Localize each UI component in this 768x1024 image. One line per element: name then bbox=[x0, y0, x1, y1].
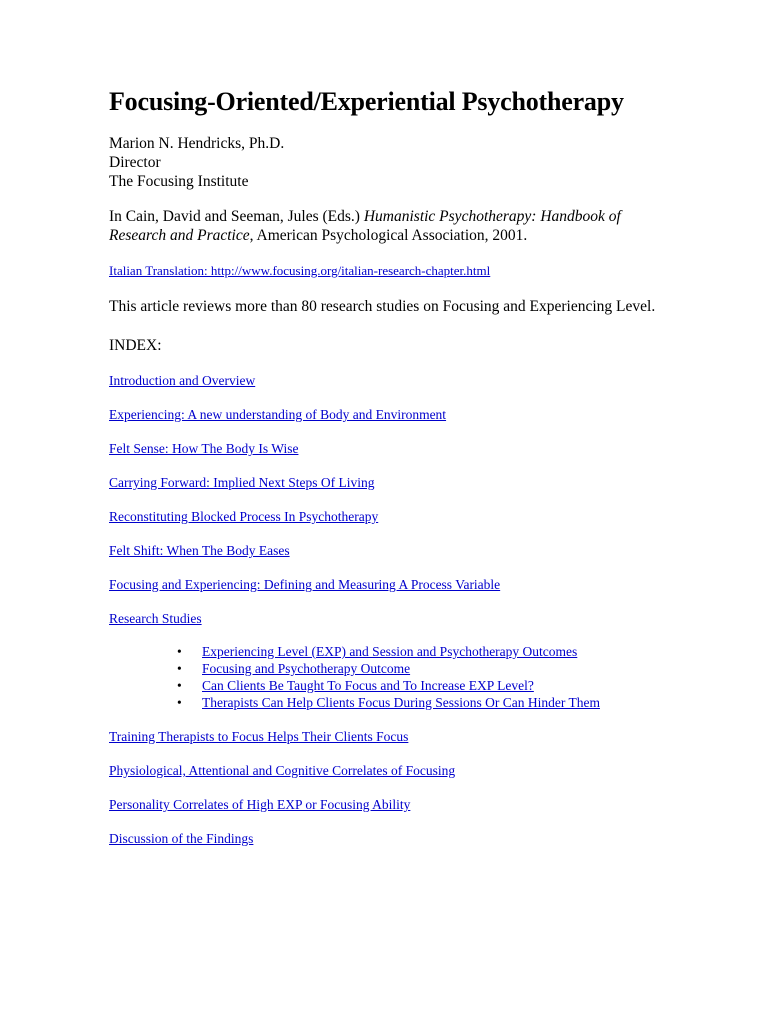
sublink-exp-outcomes[interactable]: Experiencing Level (EXP) and Session and Psychotherapy Outcomes bbox=[202, 644, 578, 659]
list-item bbox=[177, 694, 632, 711]
index-link-felt-sense[interactable]: Felt Sense: How The Body Is Wise bbox=[109, 441, 299, 456]
index-link-discussion[interactable]: Discussion of the Findings bbox=[109, 831, 254, 846]
bullet-icon: • bbox=[177, 661, 182, 676]
list-item bbox=[177, 660, 632, 677]
index-link-reconstituting[interactable]: Reconstituting Blocked Process In Psychotherapy bbox=[109, 509, 379, 524]
index-link-experiencing[interactable]: Experiencing: A new understanding of Body and Environment bbox=[109, 407, 447, 422]
index-links bbox=[109, 372, 669, 847]
author-organization: The Focusing Institute bbox=[109, 173, 249, 190]
index-label: INDEX: bbox=[109, 337, 162, 354]
bullet-icon: • bbox=[177, 695, 182, 710]
research-sublist bbox=[109, 643, 669, 711]
translation-link-wrapper bbox=[109, 263, 669, 279]
list-item bbox=[177, 677, 632, 694]
index-link-training-therapists[interactable]: Training Therapists to Focus Helps Their Clients Focus bbox=[109, 729, 409, 744]
index-link-personality[interactable]: Personality Correlates of High EXP or Focusing Ability bbox=[109, 797, 411, 812]
index-link-felt-shift[interactable]: Felt Shift: When The Body Eases bbox=[109, 543, 290, 558]
index-link-focusing-experiencing[interactable]: Focusing and Experiencing: Defining and Measuring A Process Variable bbox=[109, 577, 501, 592]
citation-prefix: In Cain, David and Seeman, Jules (Eds.) bbox=[109, 208, 364, 225]
index-link-carrying-forward[interactable]: Carrying Forward: Implied Next Steps Of Living bbox=[109, 475, 375, 490]
sublink-clients-taught[interactable]: Can Clients Be Taught To Focus and To Increase EXP Level? bbox=[202, 678, 534, 693]
author-role: Director bbox=[109, 154, 161, 171]
index-link-introduction[interactable]: Introduction and Overview bbox=[109, 373, 256, 388]
summary-text: This article reviews more than 80 research studies on Focusing and Experiencing Level. bbox=[109, 298, 656, 315]
index-link-physiological[interactable]: Physiological, Attentional and Cognitive Correlates of Focusing bbox=[109, 763, 456, 778]
list-item bbox=[177, 643, 632, 660]
citation-book-title: Humanistic Psychotherapy: Handbook of Research and Practice bbox=[109, 208, 621, 244]
italian-translation-link[interactable]: Italian Translation: http://www.focusing.org/italian-research-chapter.html bbox=[109, 263, 491, 278]
bullet-icon: • bbox=[177, 644, 182, 659]
author-name: Marion N. Hendricks, Ph.D. bbox=[109, 135, 285, 152]
bullet-icon: • bbox=[177, 678, 182, 693]
sublink-therapists-help[interactable]: Therapists Can Help Clients Focus During Sessions Or Can Hinder Them bbox=[202, 695, 600, 710]
citation-suffix: , American Psychological Association, 2001. bbox=[249, 227, 528, 244]
document-page bbox=[109, 86, 669, 864]
citation bbox=[109, 207, 669, 245]
document-title: Focusing-Oriented/Experiential Psychotherapy bbox=[109, 87, 624, 116]
sublink-focusing-outcome[interactable]: Focusing and Psychotherapy Outcome bbox=[202, 661, 411, 676]
author-block bbox=[109, 134, 669, 191]
index-link-research-studies[interactable]: Research Studies bbox=[109, 611, 202, 626]
